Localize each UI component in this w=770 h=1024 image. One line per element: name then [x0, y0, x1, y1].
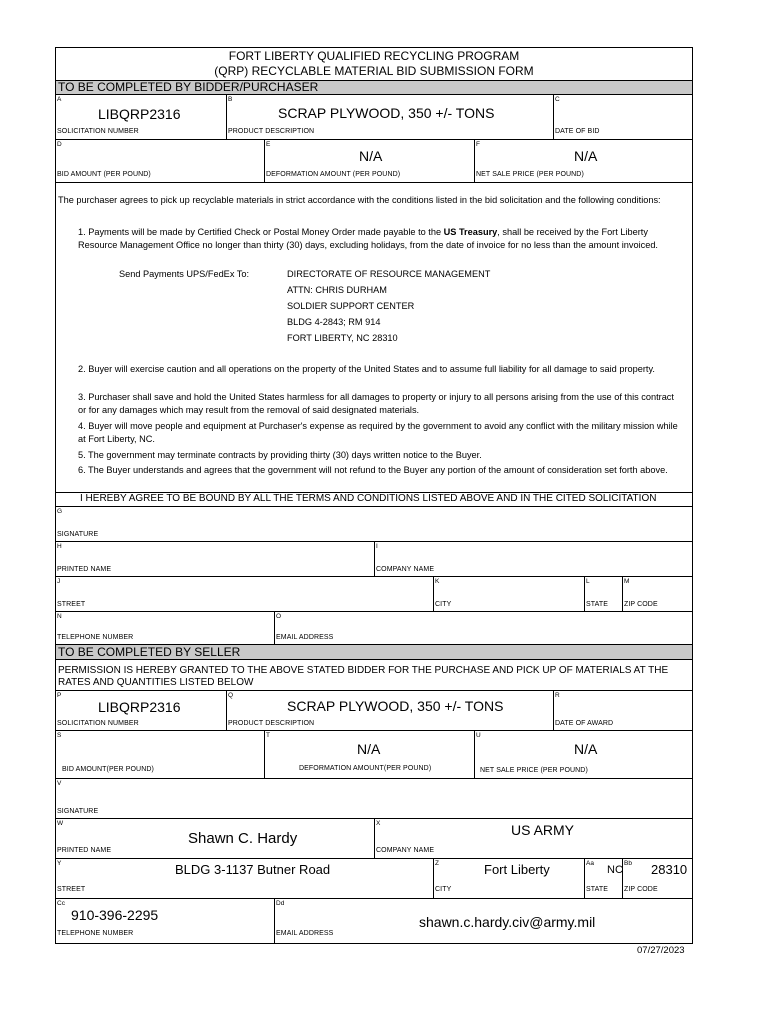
- seller-city-value[interactable]: Fort Liberty: [484, 862, 550, 877]
- seller-street-label: STREET: [57, 886, 86, 893]
- field-l-letter: L: [586, 578, 590, 585]
- condition-2: 2. Buyer will exercise caution and all operations on the property of the United States and to assume full liability for all damage to said property.: [78, 364, 655, 374]
- bidder-header: TO BE COMPLETED BY BIDDER/PURCHASER: [58, 80, 319, 94]
- bidder-zip-label: ZIP CODE: [624, 601, 658, 608]
- field-bb-letter: Bb: [624, 860, 632, 867]
- solicitation-number-label: SOLICITATION NUMBER: [57, 128, 139, 135]
- form-title-line1: FORT LIBERTY QUALIFIED RECYCLING PROGRAM: [228, 49, 520, 63]
- bidder-city-field[interactable]: [438, 584, 581, 600]
- address-line-2: ATTN: CHRIS DURHAM: [287, 285, 387, 295]
- field-p-letter: P: [57, 692, 62, 699]
- seller-telephone-label: TELEPHONE NUMBER: [57, 930, 134, 937]
- seller-bid-amount-label: BID AMOUNT(PER POUND): [62, 766, 154, 773]
- field-z-letter: Z: [435, 860, 439, 867]
- seller-signature-field[interactable]: [60, 786, 680, 806]
- bidder-company-name-label: COMPANY NAME: [376, 566, 435, 573]
- deformation-amount-value[interactable]: N/A: [359, 148, 383, 164]
- net-sale-price-label: NET SALE PRICE (PER POUND): [476, 171, 584, 178]
- seller-zip-value[interactable]: 28310: [651, 862, 688, 877]
- bidder-printed-name-field[interactable]: [60, 548, 370, 564]
- condition-1: 1. Payments will be made by Certified Check or Postal Money Order made payable to the US Treasury, shall be received by the Fort Liberty Resource Management Office no longer than thirty (30) days, excluding holidays, from the date of invoice for no less than the amount invoiced.: [78, 227, 658, 250]
- field-a-letter: A: [57, 96, 62, 103]
- bidder-zip-field[interactable]: [626, 584, 689, 600]
- seller-solicitation-label: SOLICITATION NUMBER: [57, 720, 139, 727]
- bidder-printed-name-label: PRINTED NAME: [57, 566, 112, 573]
- field-v-letter: V: [57, 780, 62, 787]
- field-x-letter: X: [376, 820, 381, 827]
- seller-email-label: EMAIL ADDRESS: [276, 930, 334, 937]
- form-title-line2: (QRP) RECYCLABLE MATERIAL BID SUBMISSION FORM: [214, 64, 534, 78]
- field-c-letter: C: [555, 96, 560, 103]
- seller-telephone-value[interactable]: 910-396-2295: [71, 907, 159, 923]
- seller-net-sale-value[interactable]: N/A: [574, 741, 598, 757]
- seller-signature-label: SIGNATURE: [57, 808, 99, 815]
- seller-company-label: COMPANY NAME: [376, 847, 435, 854]
- send-payments-label: Send Payments UPS/FedEx To:: [119, 269, 250, 279]
- field-f-letter: F: [476, 141, 480, 148]
- condition-5: 5. The government may terminate contracts by providing thirty (30) days written notice to the Buyer.: [78, 450, 482, 460]
- field-cc-letter: Cc: [57, 900, 65, 907]
- bidder-state-field[interactable]: [588, 584, 620, 600]
- address-line-5: FORT LIBERTY, NC 28310: [287, 333, 398, 343]
- solicitation-number-value[interactable]: LIBQRP2316: [98, 106, 181, 122]
- date-of-bid-label: DATE OF BID: [555, 128, 600, 135]
- bidder-signature-field[interactable]: [60, 512, 680, 530]
- field-h-letter: H: [57, 543, 62, 550]
- field-u-letter: U: [476, 732, 481, 739]
- bid-amount-label: BID AMOUNT (PER POUND): [57, 171, 151, 178]
- bidder-company-name-field[interactable]: [380, 548, 685, 564]
- condition-6: 6. The Buyer understands and agrees that the government will not refund to the Buyer any portion of the amount of consideration set forth above.: [78, 465, 668, 475]
- field-dd-letter: Dd: [276, 900, 285, 907]
- footer-date: 07/27/2023: [637, 945, 685, 956]
- seller-product-value[interactable]: SCRAP PLYWOOD, 350 +/- TONS: [287, 698, 504, 714]
- seller-header: TO BE COMPLETED BY SELLER: [58, 645, 241, 659]
- bidder-state-label: STATE: [586, 601, 609, 608]
- bidder-telephone-field[interactable]: [60, 618, 270, 633]
- field-j-letter: J: [57, 578, 61, 585]
- field-i-letter: I: [376, 543, 378, 550]
- condition-3: 3. Purchaser shall save and hold the United States harmless for all damages to property or injury to all persons arising from the use of this contract or for any damages which may result from the removal of said designated materials.: [78, 392, 674, 415]
- seller-zip-label: ZIP CODE: [624, 886, 658, 893]
- agreement-statement: I HEREBY AGREE TO BE BOUND BY ALL THE TERMS AND CONDITIONS LISTED ABOVE AND IN THE CITED SOLICITATION: [80, 493, 657, 504]
- condition-4: 4. Buyer will move people and equipment at Purchaser's expense as required by the government to avoid any conflict with the military mission while at Fort Liberty, NC.: [78, 421, 678, 444]
- field-s-letter: S: [57, 732, 62, 739]
- seller-street-value[interactable]: BLDG 3-1137 Butner Road: [175, 862, 331, 877]
- seller-city-label: CITY: [435, 886, 452, 893]
- seller-solicitation-value[interactable]: LIBQRP2316: [98, 699, 181, 715]
- field-o-letter: O: [276, 613, 282, 620]
- field-q-letter: Q: [228, 692, 234, 699]
- field-y-letter: Y: [57, 860, 62, 867]
- bidder-street-field[interactable]: [60, 584, 430, 600]
- address-line-1: DIRECTORATE OF RESOURCE MANAGEMENT: [287, 269, 491, 279]
- seller-net-sale-label: NET SALE PRICE (PER POUND): [480, 767, 588, 774]
- address-line-4: BLDG 4-2843; RM 914: [287, 317, 381, 327]
- seller-printed-name-label: PRINTED NAME: [57, 847, 112, 854]
- seller-state-label: STATE: [586, 886, 609, 893]
- bidder-email-label: EMAIL ADDRESS: [276, 634, 334, 641]
- address-line-3: SOLDIER SUPPORT CENTER: [287, 301, 415, 311]
- seller-company-value[interactable]: US ARMY: [511, 822, 575, 838]
- field-d-letter: D: [57, 141, 62, 148]
- bidder-street-label: STREET: [57, 601, 86, 608]
- seller-email-value[interactable]: shawn.c.hardy.civ@army.mil: [419, 914, 596, 930]
- deformation-amount-label: DEFORMATION AMOUNT (PER POUND): [266, 171, 401, 178]
- field-m-letter: M: [624, 578, 630, 585]
- field-aa-letter: Aa: [586, 860, 594, 867]
- seller-printed-name-value[interactable]: Shawn C. Hardy: [188, 830, 298, 847]
- field-k-letter: K: [435, 578, 440, 585]
- seller-deformation-value[interactable]: N/A: [357, 741, 381, 757]
- conditions-intro: The purchaser agrees to pick up recyclable materials in strict accordance with the conditions listed in the bid solicitation and the following conditions:: [58, 195, 661, 205]
- field-b-letter: B: [228, 96, 233, 103]
- field-r-letter: R: [555, 692, 560, 699]
- field-e-letter: E: [266, 141, 271, 148]
- field-g-letter: G: [57, 508, 63, 515]
- bidder-signature-label: SIGNATURE: [57, 531, 99, 538]
- seller-state-value[interactable]: NC: [607, 864, 623, 876]
- bidder-city-label: CITY: [435, 601, 452, 608]
- product-description-value[interactable]: SCRAP PLYWOOD, 350 +/- TONS: [278, 105, 495, 121]
- product-description-label: PRODUCT DESCRIPTION: [228, 128, 315, 135]
- net-sale-price-value[interactable]: N/A: [574, 148, 598, 164]
- seller-deformation-label: DEFORMATION AMOUNT(PER POUND): [299, 765, 432, 772]
- seller-product-label: PRODUCT DESCRIPTION: [228, 720, 315, 727]
- date-of-award-label: DATE OF AWARD: [555, 720, 614, 727]
- field-w-letter: W: [57, 820, 64, 827]
- field-n-letter: N: [57, 613, 62, 620]
- bidder-email-field[interactable]: [280, 618, 688, 633]
- permission-statement: PERMISSION IS HEREBY GRANTED TO THE ABOVE STATED BIDDER FOR THE PURCHASE AND PICK UP OF MATERIALS AT THE RATES AND QUANTITIES LISTED BELOW: [58, 665, 669, 688]
- bidder-telephone-label: TELEPHONE NUMBER: [57, 634, 134, 641]
- field-t-letter: T: [266, 732, 270, 739]
